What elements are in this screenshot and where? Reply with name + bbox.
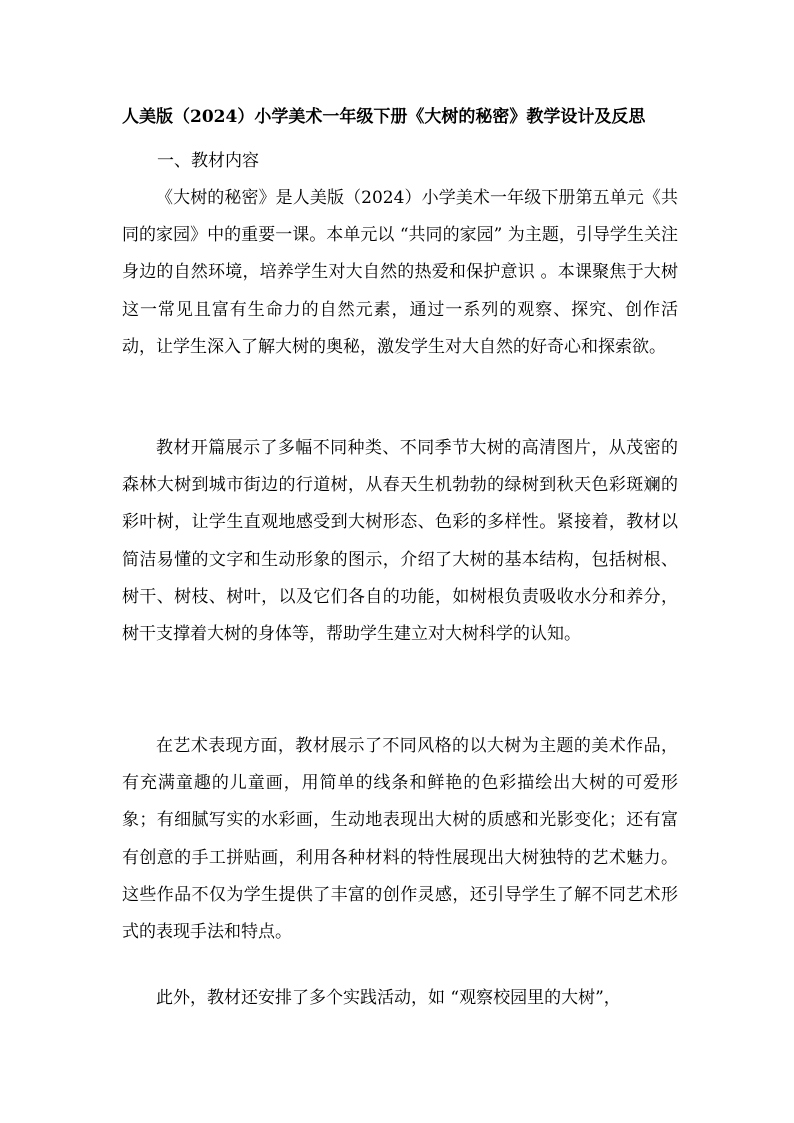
paragraph-text: 教材开篇展示了多幅不同种类、不同季节大树的高清图片，从茂密的森林大树到城市街边的行道树，从春天生机勃勃的绿树到秋天色彩斑斓的彩叶树，让学生直观地感受到大树形态、色彩的多样性。紧接着，教材以简洁易懂的文字和生动形象的图示，介绍了大树的基本结构，包括树根、树干、树枝、树叶，以及它们各自的功能，如树根负责吸收水分和养分，树干支撑着大树的身体等，帮助学生建立对大树科学的认知。	[122, 438, 678, 645]
paragraph-3	[122, 728, 678, 951]
document-title: 人美版（2024）小学美术一年级下册《大树的秘密》教学设计及反思	[122, 107, 646, 127]
paragraph-2	[122, 430, 678, 653]
paragraph-1	[122, 180, 678, 366]
paragraph-4	[122, 980, 678, 1017]
paragraph-text: 此外，教材还安排了多个实践活动，如 “观察校园里的大树”，	[156, 988, 621, 1008]
paragraph-text: 《大树的秘密》是人美版（2024）小学美术一年级下册第五单元《共同的家园》中的重要一课。本单元以 “共同的家园” 为主题，引导学生关注身边的自然环境，培养学生对大自然的热爱和保护意识 。本课聚焦于大树这一常见且富有生命力的自然元素，通过一系列的观察、探究、创作活动，让学生深入了解大树的奥秘，激发学生对大自然的好奇心和探索欲。	[122, 188, 678, 357]
section-heading: 一、教材内容	[157, 151, 259, 171]
paragraph-text: 在艺术表现方面，教材展示了不同风格的以大树为主题的美术作品，有充满童趣的儿童画，用简单的线条和鲜艳的色彩描绘出大树的可爱形象；有细腻写实的水彩画，生动地表现出大树的质感和光影变化；还有富有创意的手工拼贴画，利用各种材料的特性展现出大树独特的艺术魅力。这些作品不仅为学生提供了丰富的创作灵感，还引导学生了解不同艺术形式的表现手法和特点。	[122, 736, 678, 943]
